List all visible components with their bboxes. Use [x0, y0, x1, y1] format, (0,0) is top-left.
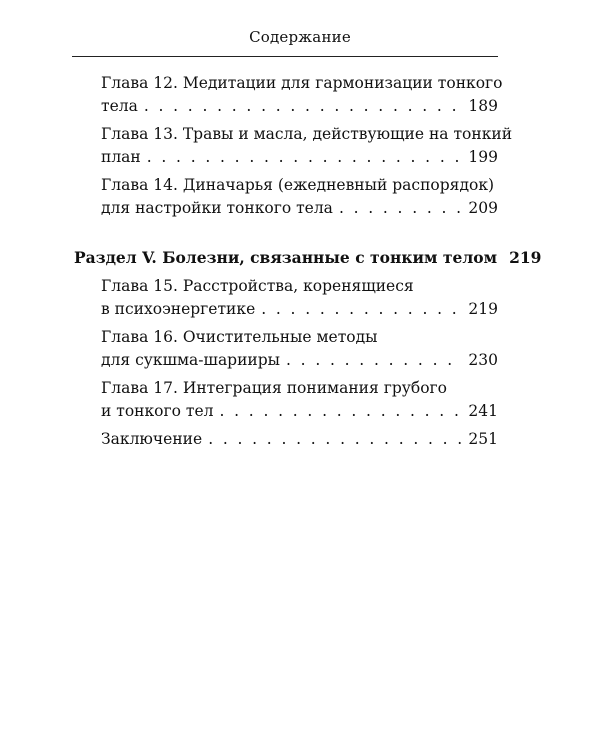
toc-entry-title: Глава 16. Очистительные методы [101, 328, 378, 346]
toc-entry-title: Глава 13. Травы и масла, действующие на тонкий [101, 125, 513, 143]
toc-entry-conclusion [74, 428, 498, 451]
toc-page-number: 199 [468, 148, 498, 166]
leader-dots [261, 298, 462, 321]
toc-page-number: 241 [468, 402, 498, 420]
toc-page-number: 219 [468, 300, 498, 318]
toc-entry-title: Глава 14. Диначарья (ежедневный распорядок) [101, 176, 495, 194]
toc-entry-section-5 [74, 246, 542, 270]
toc-entry-chapter-15 [74, 275, 498, 321]
running-head: Содержание [249, 28, 351, 46]
header-rule [72, 56, 498, 57]
toc-entry-title: Глава 15. Расстройства, коренящиеся [101, 277, 414, 295]
leader-dots [147, 146, 463, 169]
table-of-contents [74, 72, 542, 456]
leader-dots [286, 349, 462, 372]
toc-entry-title: Заключение [101, 430, 203, 448]
toc-entry-title-continued: план [101, 148, 141, 166]
toc-page-number: 209 [468, 199, 498, 217]
toc-section-title: Раздел V. Болезни, связанные с тонким телом [74, 248, 498, 267]
toc-entry-title-continued: и тонкого тел [101, 402, 214, 420]
leader-dots [339, 197, 462, 220]
toc-entry-title: Глава 12. Медитации для гармонизации тонкого [101, 74, 503, 92]
toc-entry-chapter-14 [74, 174, 498, 220]
toc-page-number: 189 [468, 97, 498, 115]
leader-dots [208, 428, 462, 451]
toc-page-number: 251 [468, 430, 498, 448]
toc-entry-title-continued: тела [101, 97, 138, 115]
toc-entry-chapter-16 [74, 326, 498, 372]
toc-page-number: 230 [468, 351, 498, 369]
toc-entry-chapter-17 [74, 377, 498, 423]
toc-entry-title-continued: для настройки тонкого тела [101, 199, 333, 217]
leader-dots [144, 95, 463, 118]
toc-entry-title-continued: для сукшма-шарииры [101, 351, 281, 369]
toc-entry-title-continued: в психоэнергетике [101, 300, 256, 318]
toc-page-number: 219 [509, 248, 542, 267]
toc-entry-title: Глава 17. Интеграция понимания грубого [101, 379, 447, 397]
toc-entry-chapter-12 [74, 72, 503, 118]
toc-entry-chapter-13 [74, 123, 513, 169]
leader-dots [220, 400, 463, 423]
